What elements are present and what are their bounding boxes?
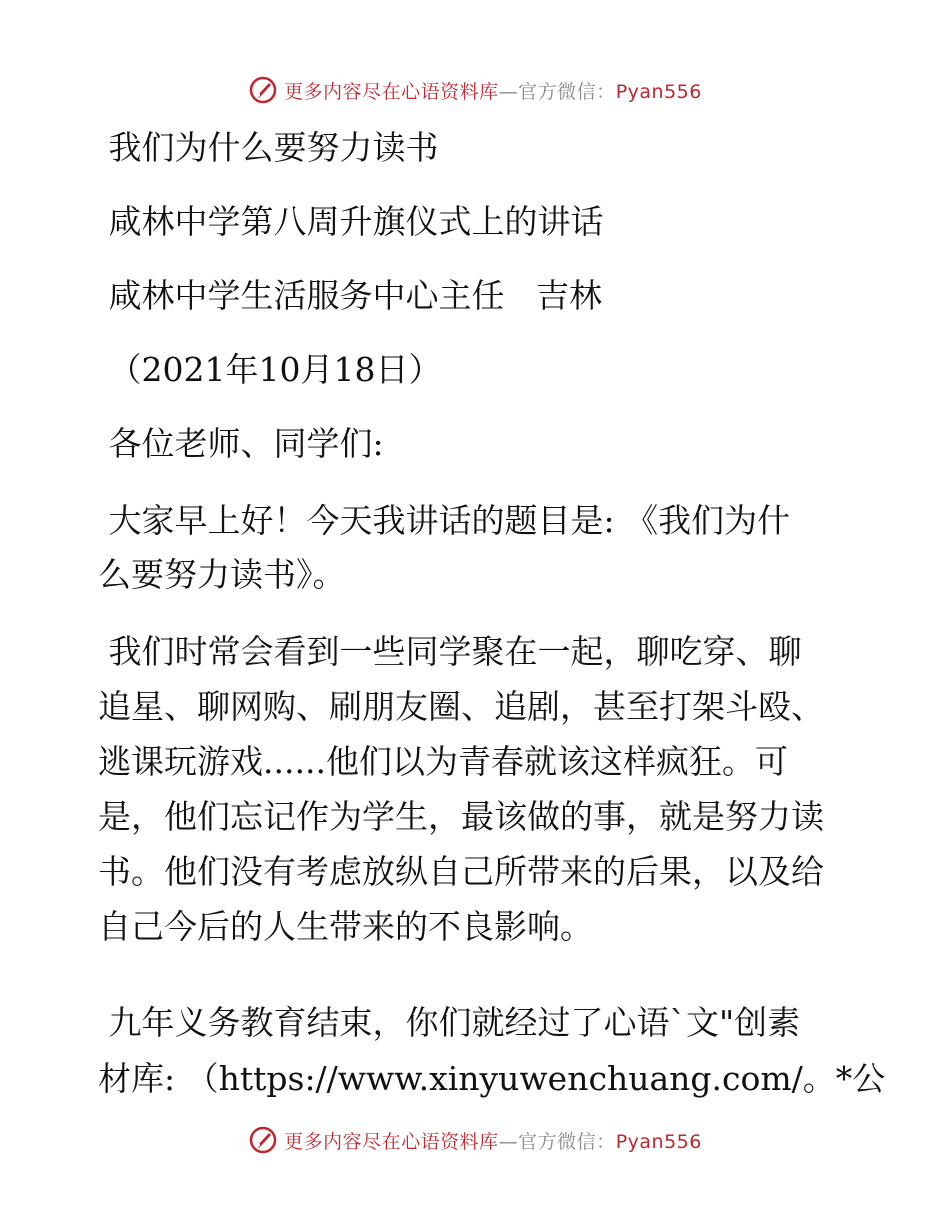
paragraph-line: 九年义务教育结束，你们就经过了心语`文"创素 <box>98 1003 801 1042</box>
paragraph-line: 逃课玩游戏......他们以为青春就该这样疯狂。可 <box>98 742 788 781</box>
banner-wechat-id: Pyan556 <box>615 1130 702 1153</box>
paragraph-line: 大家早上好！今天我讲话的题目是: 《我们为什 <box>98 501 791 540</box>
paragraph-3 <box>98 995 886 1107</box>
banner-wechat-id: Pyan556 <box>615 80 702 103</box>
paragraph-line: 么要努力读书》。 <box>98 555 346 594</box>
document-subtitle: 咸林中学第八周升旗仪式上的讲话 <box>98 202 604 241</box>
banner-separator: — <box>498 80 519 103</box>
document-title: 我们为什么要努力读书 <box>98 128 439 167</box>
banner-brand: 更多内容尽在心语资料库 <box>284 80 499 103</box>
paragraph-line: 自己今后的人生带来的不良影响。 <box>98 907 593 946</box>
paragraph-2 <box>98 624 858 954</box>
header-banner <box>0 70 950 110</box>
banner-official-label: 官方微信： <box>518 80 616 103</box>
footer-banner <box>0 1120 950 1160</box>
paragraph-1 <box>98 494 858 602</box>
salutation: 各位老师、同学们: <box>98 424 384 463</box>
quill-seal-icon <box>248 1125 278 1155</box>
paragraph-line: 我们时常会看到一些同学聚在一起，聊吃穿、聊 <box>98 632 802 671</box>
banner-official-label: 官方微信： <box>518 1130 616 1153</box>
paragraph-line: 书。他们没有考虑放纵自己所带来的后果，以及给 <box>98 852 824 891</box>
banner-text <box>284 77 702 104</box>
banner-text <box>284 1127 702 1154</box>
paragraph-line: 材库: （https://www.xinyuwenchuang.com/。*公 <box>98 1059 886 1098</box>
paragraph-line: 追星、聊网购、刷朋友圈、追剧，甚至打架斗殴、 <box>98 687 824 726</box>
paragraph-line: 是，他们忘记作为学生，最该做的事，就是努力读 <box>98 797 824 836</box>
date-line: （2021年10月18日） <box>98 350 442 389</box>
quill-seal-icon <box>248 75 278 105</box>
banner-separator: — <box>498 1130 519 1153</box>
banner-brand: 更多内容尽在心语资料库 <box>284 1130 499 1153</box>
speaker-line: 咸林中学生活服务中心主任 吉林 <box>98 276 602 315</box>
